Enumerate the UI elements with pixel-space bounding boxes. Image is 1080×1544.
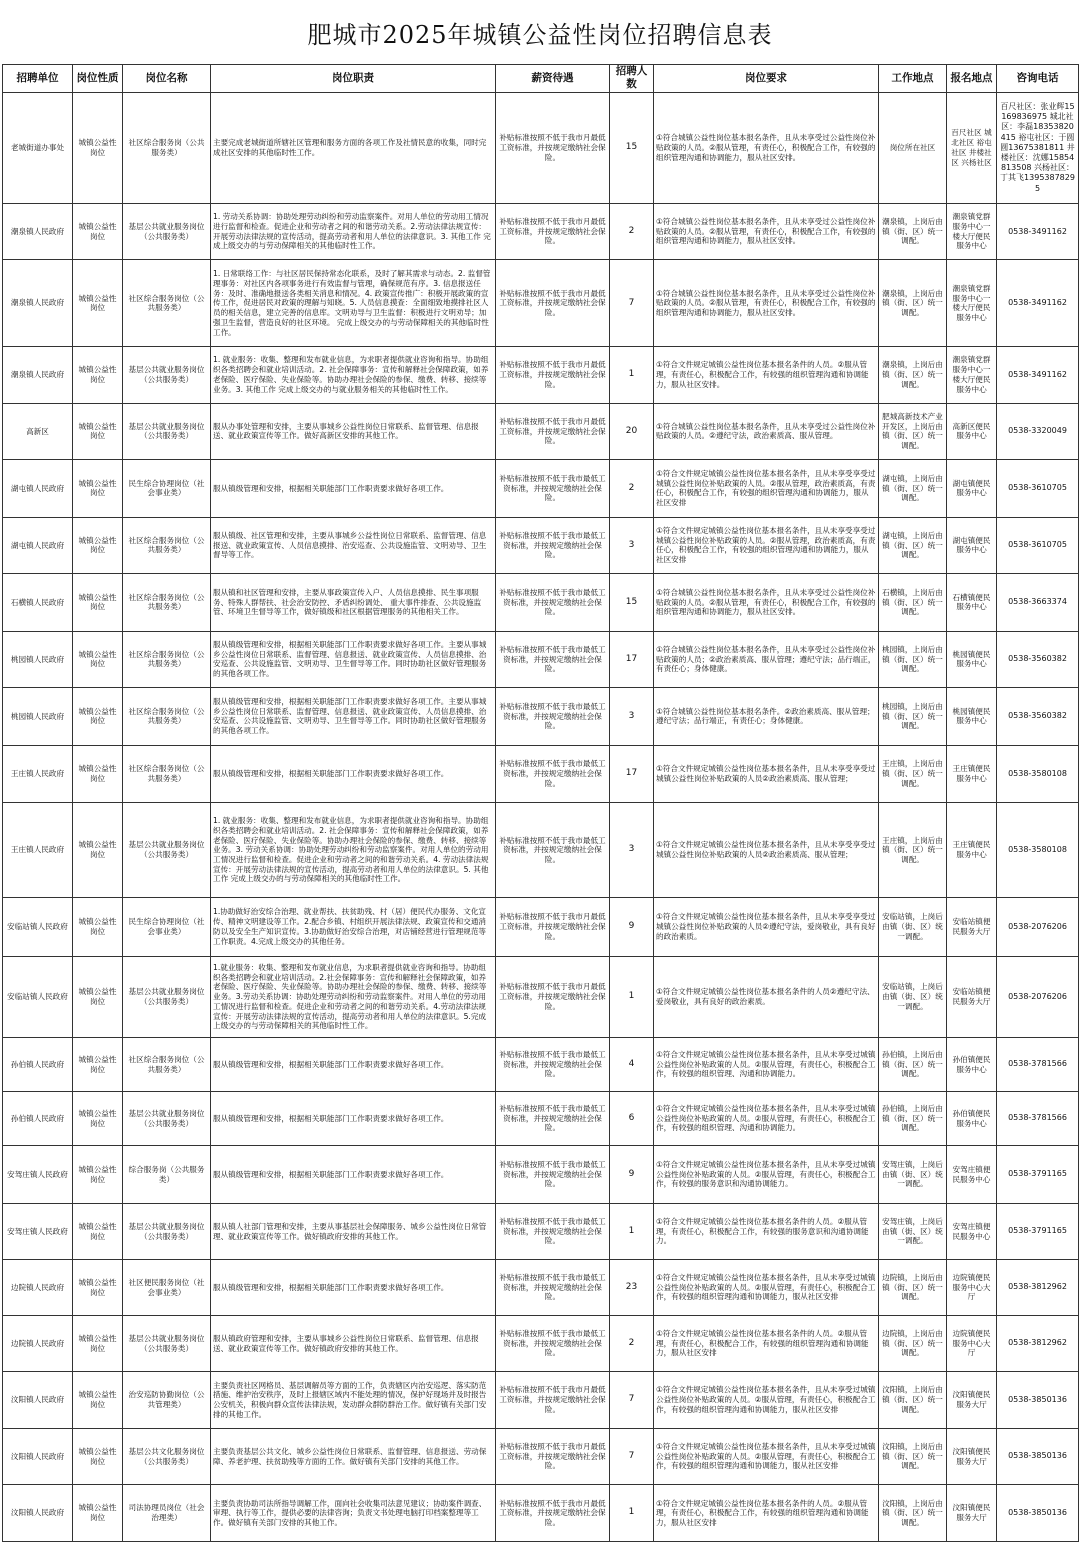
- cell-signup-place: 汶阳镇便民服务大厅: [947, 1428, 997, 1485]
- recruitment-table: [2, 64, 1079, 1542]
- cell-phone: 0538-3560382: [997, 688, 1079, 746]
- cell-salary: 补贴标准按照不低于我市月最低工资标准，并按规定缴纳社会保险。: [496, 203, 610, 260]
- cell-nature: 城镇公益性岗位: [73, 1146, 123, 1204]
- cell-location: 孙伯镇，上岗后由镇（街、区）统一调配。: [879, 1038, 947, 1091]
- cell-unit: 汶阳镇人民政府: [3, 1485, 73, 1542]
- cell-salary: 补贴标准按照不低于我市月最低工资标准，并按规定缴纳社会保险。: [496, 260, 610, 347]
- cell-requirements: ①符合城镇公益性岗位基本报名条件，且从未享受过公益性岗位补贴政策的人员。②服从管理，有责任心，积极配合工作，有较强的组织管理沟通和协调能力，服从社区安排。: [654, 203, 879, 260]
- cell-post-name: 基层公共就业服务岗位（公共服务类）: [123, 1091, 211, 1145]
- cell-post-name: 基层公共就业服务岗位（公共服务类）: [123, 403, 211, 460]
- cell-location: 岗位所在社区: [879, 92, 947, 203]
- cell-phone: 0538-3610705: [997, 460, 1079, 518]
- cell-salary: 补贴标准按照不低于我市最低工资标准，并按规定缴纳社会保险。: [496, 803, 610, 898]
- cell-requirements: ①符合文件规定城镇公益性岗位基本报名条件，且从未享受过城镇公益性岗位补贴政策的人员。②服从管理，有责任心，积极配合工作，有较强的组织管理沟通和协调能力，服从社区安排: [654, 1428, 879, 1485]
- cell-nature: 城镇公益性岗位: [73, 1203, 123, 1260]
- cell-count: 6: [610, 1091, 654, 1145]
- cell-unit: 石横镇人民政府: [3, 574, 73, 632]
- cell-location: 湖屯镇，上岗后由镇（街、区）统一调配。: [879, 517, 947, 574]
- cell-post-name: 社区综合服务岗（公共服务类）: [123, 92, 211, 203]
- column-header-nature: 岗位性质: [73, 65, 123, 93]
- cell-nature: 城镇公益性岗位: [73, 688, 123, 746]
- cell-phone: 0538-3320049: [997, 403, 1079, 460]
- cell-post-name: 基层公共文化服务岗位（公共服务类）: [123, 1428, 211, 1485]
- table-row: [3, 898, 1079, 957]
- cell-phone: 0538-3663374: [997, 574, 1079, 632]
- cell-post-name: 基层公共就业服务岗位（公共服务类）: [123, 1203, 211, 1260]
- cell-count: 9: [610, 898, 654, 957]
- cell-duties: 服从镇级管理和安排，根据相关职能部门工作职责要求做好各项工作。: [211, 460, 496, 518]
- cell-post-name: 基层公共就业服务岗位（公共服务类）: [123, 956, 211, 1038]
- cell-signup-place: 边院镇便民服务中心大厅: [947, 1260, 997, 1316]
- table-row: [3, 1372, 1079, 1429]
- table-row: [3, 517, 1079, 574]
- table-row: [3, 92, 1079, 203]
- column-header-count: 招聘人数: [610, 65, 654, 93]
- cell-requirements: ①符合城镇公益性岗位基本报名条件。②政治素质高、服从管理；遵纪守法；品行端正，有责任心；身体健康。: [654, 688, 879, 746]
- cell-location: 安临站镇，上岗后由镇（街、区）统一调配。: [879, 898, 947, 957]
- column-header-duties: 岗位职责: [211, 65, 496, 93]
- cell-salary: 补贴标准按照不低于我市月最低工资标准，并按规定缴纳社会保险。: [496, 898, 610, 957]
- cell-unit: 王庄镇人民政府: [3, 745, 73, 803]
- cell-unit: 汶阳镇人民政府: [3, 1372, 73, 1429]
- cell-signup-place: 汶阳镇便民服务大厅: [947, 1372, 997, 1429]
- cell-nature: 城镇公益性岗位: [73, 898, 123, 957]
- cell-post-name: 社区综合服务岗位（公共服务类）: [123, 745, 211, 803]
- cell-nature: 城镇公益性岗位: [73, 574, 123, 632]
- cell-location: 汶阳镇，上岗后由镇（街、区）统一调配。: [879, 1485, 947, 1542]
- cell-salary: 补贴标准按照不低于我市最低工资标准，并按规定缴纳社会保险。: [496, 574, 610, 632]
- cell-requirements: ①符合文件规定城镇公益性岗位基本报名条件，且从未享受享受过城镇公益性岗位补贴政策的人员。②服从管理，政治素质高，有责任心，积极配合工作，有较强的组织管理沟通和协调能力，服从社区安排: [654, 460, 879, 518]
- cell-count: 17: [610, 631, 654, 688]
- cell-count: 1: [610, 1485, 654, 1542]
- cell-nature: 城镇公益性岗位: [73, 1485, 123, 1542]
- cell-signup-place: 桃园镇便民服务中心: [947, 631, 997, 688]
- cell-phone: 0538-3610705: [997, 517, 1079, 574]
- cell-duties: 1. 就业服务：收集、整理和发布就业信息，为求职者提供就业咨询和指导。协助组织各类招聘会和就业培训活动。2. 社会保障事务：宣传和解释社会保障政策，如养老保险、医疗保险、失业保险等。协助办理社会保险的参保、缴费、转移、接续等业务。3. 劳动关系协调：协助处理劳动纠纷和劳动监察案件。对用人单位的劳动用工情况进行监督和检查。促进企业和劳动者之间的和谐劳动关系。4. 劳动法律法规宣传：开展劳动法律法规的宣传活动，提高劳动者和用人单位的法律意识。5. 其他工作 完成上级交办的与劳动保障相关的其他临时性工作。: [211, 803, 496, 898]
- cell-salary: 补贴标准按照不低于我市月最低工资标准，并按规定缴纳社会保险。: [496, 1485, 610, 1542]
- cell-requirements: ①符合城镇公益性岗位基本报名条件，且从未享受过公益性岗位补贴政策的人员。②遵纪守法，政治素质高、服从管理。: [654, 403, 879, 460]
- cell-duties: 主要负责协助司法所指导调解工作，面向社会收集司法意见建议；协助案件调查、审理、执行等工作，提供必要的法律咨询；负责文书处理电脑打印档案整理等工作。做好镇有关部门安排的其他工作。: [211, 1485, 496, 1542]
- cell-phone: 0538-2076206: [997, 956, 1079, 1038]
- cell-location: 汶阳镇，上岗后由镇（街、区）统一调配。: [879, 1372, 947, 1429]
- column-header-signup-place: 报名地点: [947, 65, 997, 93]
- cell-unit: 孙伯镇人民政府: [3, 1038, 73, 1091]
- table-row: [3, 1091, 1079, 1145]
- cell-requirements: ①符合文件规定城镇公益性岗位基本报名条件，且从未享受过城镇公益性岗位补贴政策的人员。②服从管理，有责任心，积极配合工作，有较强的组织管理、沟通和协调能力。: [654, 1038, 879, 1091]
- cell-requirements: ①符合文件规定城镇公益性岗位基本报名条件，且从未享受过城镇公益性岗位补贴政策的人员。②服从管理，有责任心，积极配合工作，有较强的组织管理、沟通和协调能力。: [654, 1091, 879, 1145]
- cell-signup-place: 安临站镇便民服务大厅: [947, 956, 997, 1038]
- cell-unit: 安驾庄镇人民政府: [3, 1203, 73, 1260]
- cell-duties: 1.协助做好治安综合治理、就业帮扶、扶贫助残、村（居）便民代办服务、文化宣传、精神文明建设等工作。2.配合乡镇、村组织开展法律法规、政策宣传和交通消防以及安全生产知识宣传。3.协助做好治安综合治理，对店铺经营进行管理规范等工作职责。4.完成上级交办的其他任务。: [211, 898, 496, 957]
- cell-salary: 补贴标准按照不低于我市最低工资标准，并按规定缴纳社会保险。: [496, 631, 610, 688]
- cell-signup-place: 石横镇便民服务中心: [947, 574, 997, 632]
- cell-duties: 1. 就业服务：收集、整理和发布就业信息，为求职者提供就业咨询和指导。协助组织各类招聘会和就业培训活动。2. 社会保障事务：宣传和解释社会保障政策，如养老保险、医疗保险、失业保险等。协助办理社会保险的参保、缴费、转移、接续等业务。3. 其他工作 完成上级交办的与就业服务相关的其他临时性工作。: [211, 347, 496, 404]
- cell-post-name: 社区综合服务岗位（公共服务类）: [123, 260, 211, 347]
- cell-requirements: ①符合文件规定城镇公益性岗位基本报名条件的人员②遵纪守法、爱岗敬业，具有良好的政治素质。: [654, 956, 879, 1038]
- cell-salary: 补贴标准按照不低于我市月最低工资标准，并按规定缴纳社会保险。: [496, 347, 610, 404]
- table-row: [3, 688, 1079, 746]
- cell-count: 1: [610, 347, 654, 404]
- cell-count: 3: [610, 803, 654, 898]
- cell-count: 23: [610, 1260, 654, 1316]
- column-header-post-name: 岗位名称: [123, 65, 211, 93]
- cell-requirements: ①符合文件规定城镇公益性岗位基本报名条件，且从未享受享受过城镇公益性岗位补贴政策的人员②政治素质高、服从管理；: [654, 745, 879, 803]
- cell-signup-place: 高新区便民服务中心: [947, 403, 997, 460]
- cell-requirements: ①符合文件规定城镇公益性岗位基本报名条件，且从未享受过城镇公益性岗位补贴政策的人员。②服从管理，有责任心，积极配合工作，有较强的服务意识和沟通协调能力。: [654, 1146, 879, 1204]
- cell-requirements: ①符合文件规定城镇公益性岗位基本报名条件的人员。②服从管理，有责任心，积极配合工作，有较强的服务意识和沟通协调能力。: [654, 1203, 879, 1260]
- cell-signup-place: 汶阳镇便民服务大厅: [947, 1485, 997, 1542]
- table-row: [3, 203, 1079, 260]
- cell-nature: 城镇公益性岗位: [73, 517, 123, 574]
- table-row: [3, 260, 1079, 347]
- cell-count: 2: [610, 203, 654, 260]
- cell-count: 7: [610, 260, 654, 347]
- cell-post-name: 综合服务岗（公共服务类）: [123, 1146, 211, 1204]
- column-header-location: 工作地点: [879, 65, 947, 93]
- cell-salary: 补贴标准按照不低于我市月最低工资标准，并按规定缴纳社会保险。: [496, 403, 610, 460]
- cell-requirements: ①符合文件规定城镇公益性岗位基本报名条件的人员。②服从管理，有责任心，积极配合工作，有较强的组织管理沟通和协调能力，服从社区安排: [654, 1485, 879, 1542]
- cell-unit: 湖屯镇人民政府: [3, 517, 73, 574]
- cell-signup-place: 百尺社区 城北社区 裕屯社区 井楼社区 兴杨社区: [947, 92, 997, 203]
- cell-phone: 0538-3850136: [997, 1372, 1079, 1429]
- cell-count: 3: [610, 517, 654, 574]
- table-row: [3, 1146, 1079, 1204]
- cell-signup-place: 安驾庄镇便民服务中心: [947, 1146, 997, 1204]
- cell-requirements: ①符合文件规定城镇公益性岗位基本报名条件，且从未享受享受过城镇公益性岗位补贴政策的人员。②服从管理，政治素质高，有责任心，积极配合工作，有较强的组织管理沟通和协调能力，服从社区安排: [654, 517, 879, 574]
- cell-phone: 0538-3812962: [997, 1260, 1079, 1316]
- cell-phone: 百尺社区：张业辉15169836975 城北社区：李磊18353820415 裕屯社区：于圆圆13675381811 井楼社区：沈娜15854813508 兴杨社区：丁其飞13953878295: [997, 92, 1079, 203]
- cell-salary: 补贴标准按照不低于我市月最低工资标准，并按规定缴纳社会保险。: [496, 1428, 610, 1485]
- cell-salary: 补贴标准按照不低于我市最低工资标准，并按规定缴纳社会保险。: [496, 517, 610, 574]
- cell-location: 潮泉镇，上岗后由镇（街、区）统一调配。: [879, 260, 947, 347]
- cell-salary: 补贴标准按照不低于我市最低工资标准，并按规定缴纳社会保险。: [496, 1038, 610, 1091]
- cell-post-name: 社区综合服务岗位（公共服务类）: [123, 1038, 211, 1091]
- cell-unit: 老城街道办事处: [3, 92, 73, 203]
- cell-location: 潮泉镇，上岗后由镇（街、区）统一调配。: [879, 347, 947, 404]
- cell-unit: 潮泉镇人民政府: [3, 347, 73, 404]
- cell-count: 20: [610, 403, 654, 460]
- column-header-phone: 咨询电话: [997, 65, 1079, 93]
- cell-count: 3: [610, 688, 654, 746]
- cell-nature: 城镇公益性岗位: [73, 260, 123, 347]
- cell-duties: 服从镇级、社区管理和安排，主要从事城乡公益性岗位日常联系、监督管理、信息报送、就业政策宣传、人员信息摸排、治安巡查、公共设施监管、文明劝导、卫生督导等工作。: [211, 517, 496, 574]
- cell-location: 孙伯镇，上岗后由镇（街、区）统一调配。: [879, 1091, 947, 1145]
- cell-signup-place: 安驾庄镇便民服务中心: [947, 1203, 997, 1260]
- cell-count: 7: [610, 1372, 654, 1429]
- cell-location: 王庄镇，上岗后由镇（街、区）统一调配。: [879, 803, 947, 898]
- cell-post-name: 基层公共就业服务岗位（公共服务类）: [123, 203, 211, 260]
- cell-requirements: ①符合文件规定城镇公益性岗位基本报名条件的人员。②服从管理，有责任心，积极配合工作，有较强的组织管理沟通和协调能力，服从社区安排: [654, 1315, 879, 1372]
- cell-requirements: ①符合文件规定城镇公益性岗位基本报名条件的人员。②服从管理，有责任心，积极配合工作，有较强的组织管理沟通和协调能力，服从社区安排。: [654, 347, 879, 404]
- cell-post-name: 基层公共就业服务岗位（公共服务类）: [123, 1315, 211, 1372]
- cell-signup-place: 安临站镇便民服务大厅: [947, 898, 997, 957]
- cell-phone: 0538-3812962: [997, 1315, 1079, 1372]
- cell-phone: 0538-3560382: [997, 631, 1079, 688]
- column-header-salary: 薪资待遇: [496, 65, 610, 93]
- cell-post-name: 社区便民服务岗位（社会事业类）: [123, 1260, 211, 1316]
- cell-duties: 1. 日常联络工作：与社区居民保持常态化联系，及时了解其需求与动态。2. 监督管理事务：对社区内各项事务进行有效监督与管理，确保规范有序。3. 信息报送任务：及时、准确地报送各类相关消息和情况。4. 政策宣传推广：积极开展政策的宣传工作，促进居民对政策的理解与知晓。5. 人员信息摸查：全面细致地摸排社区人员的相关信息，建立完善的信息库。文明劝导与卫生监督：积极进行文明劝导；加强卫生监督，营造良好的社区环境。 完成上级交办的与劳动保障相关的其他临时性工作。: [211, 260, 496, 347]
- cell-signup-place: 湖屯镇便民服务中心: [947, 460, 997, 518]
- cell-post-name: 社区综合服务岗位（公共服务类）: [123, 517, 211, 574]
- page-title: 肥城市2025年城镇公益性岗位招聘信息表: [307, 20, 773, 49]
- cell-count: 17: [610, 745, 654, 803]
- cell-duties: 主要完成老城街道所辖社区管理和服务方面的各项工作及社情民意的收集，同时完成社区安排的其他临时性工作。: [211, 92, 496, 203]
- cell-phone: 0538-3580108: [997, 803, 1079, 898]
- cell-salary: 补贴标准按照不低于我市最低工资标准，并按规定缴纳社会保险。: [496, 1146, 610, 1204]
- cell-nature: 城镇公益性岗位: [73, 347, 123, 404]
- cell-unit: 安临站镇人民政府: [3, 898, 73, 957]
- table-header-row: [3, 65, 1079, 93]
- cell-post-name: 社区综合服务岗位（公共服务类）: [123, 574, 211, 632]
- cell-count: 1: [610, 956, 654, 1038]
- cell-phone: 0538-3791165: [997, 1203, 1079, 1260]
- table-row: [3, 1428, 1079, 1485]
- table-row: [3, 403, 1079, 460]
- cell-location: 桃园镇，上岗后由镇（街、区）统一调配。: [879, 631, 947, 688]
- cell-location: 潮泉镇，上岗后由镇（街、区）统一调配。: [879, 203, 947, 260]
- table-row: [3, 1260, 1079, 1316]
- table-body: [3, 92, 1079, 1541]
- cell-unit: 桃园镇人民政府: [3, 631, 73, 688]
- table-row: [3, 1315, 1079, 1372]
- cell-count: 7: [610, 1428, 654, 1485]
- cell-count: 9: [610, 1146, 654, 1204]
- table-row: [3, 956, 1079, 1038]
- column-header-requirements: 岗位要求: [654, 65, 879, 93]
- cell-phone: 0538-3781566: [997, 1091, 1079, 1145]
- cell-unit: 潮泉镇人民政府: [3, 260, 73, 347]
- cell-duties: 主要负责基层公共文化、城乡公益性岗位日常联系、监督管理、信息报送、劳动保障、养老护理、扶贫助残等方面的工作。做好镇有关部门安排的其他工作。: [211, 1428, 496, 1485]
- cell-nature: 城镇公益性岗位: [73, 92, 123, 203]
- table-row: [3, 1038, 1079, 1091]
- table-row: [3, 745, 1079, 803]
- cell-count: 2: [610, 1315, 654, 1372]
- cell-salary: 补贴标准按照不低于我市最低工资标准，并按规定缴纳社会保险。: [496, 1203, 610, 1260]
- table-row: [3, 631, 1079, 688]
- cell-signup-place: 王庄镇便民服务中心: [947, 745, 997, 803]
- cell-requirements: ①符合城镇公益性岗位基本报名条件，且从未享受过公益性岗位补贴政策的人员。②服从管理，有责任心，积极配合工作，有较强的组织管理沟通和协调能力，服从社区安排。: [654, 92, 879, 203]
- cell-requirements: ①符合城镇公益性岗位基本报名条件，且从未享受过公益性岗位补贴政策的人员；②政治素质高、服从管理；遵纪守法；品行端正，有责任心；身体健康。: [654, 631, 879, 688]
- cell-duties: 服从镇级管理和安排，根据相关职能部门工作职责要求做好各项工作。: [211, 1260, 496, 1316]
- cell-nature: 城镇公益性岗位: [73, 1091, 123, 1145]
- cell-duties: 服从镇级管理和安排，根据相关职能部门工作职责要求做好各项工作。主要从事城乡公益性岗位日常联系、监督管理、信息报送、就业政策宣传、人员信息摸排、治安巡查、公共设施监管、文明劝导、卫生督导等工作。同时协助社区做好管理服务的其他各项工作。: [211, 688, 496, 746]
- cell-phone: 0538-3580108: [997, 745, 1079, 803]
- cell-unit: 桃园镇人民政府: [3, 688, 73, 746]
- cell-nature: 城镇公益性岗位: [73, 203, 123, 260]
- cell-post-name: 基层公共就业服务岗位（公共服务类）: [123, 803, 211, 898]
- table-row: [3, 1203, 1079, 1260]
- cell-signup-place: 潮泉镇党群服务中心一楼大厅便民服务中心: [947, 260, 997, 347]
- cell-count: 15: [610, 574, 654, 632]
- cell-duties: 服从镇和社区管理和安排，主要从事政策宣传入户、人员信息摸排、民生事项服务、特殊人群帮扶、社会治安防控、矛盾纠纷调处、 重大事件排查、公共设施监管、环境卫生督导等工作，做好镇级和社区根据管理服务的其他相关工作。: [211, 574, 496, 632]
- cell-salary: 补贴标准按照不低于我市最低工资标准，并按规定缴纳社会保险。: [496, 1260, 610, 1316]
- cell-requirements: ①符合文件规定城镇公益性岗位基本报名条件，且从未享受过城镇公益性岗位补贴政策的人员。②服从管理，有责任心，积极配合工作，有较强的组织管理沟通和协调能力，服从社区安排: [654, 1260, 879, 1316]
- cell-location: 安驾庄镇，上岗后由镇（街、区）统一调配。: [879, 1146, 947, 1204]
- cell-duties: 服从镇级管理和安排，根据相关职能部门工作职责要求做好各项工作。: [211, 745, 496, 803]
- cell-nature: 城镇公益性岗位: [73, 1038, 123, 1091]
- cell-count: 1: [610, 1203, 654, 1260]
- cell-unit: 湖屯镇人民政府: [3, 460, 73, 518]
- cell-salary: 补贴标准按照不低于我市最低工资标准，并按规定缴纳社会保险。: [496, 745, 610, 803]
- cell-requirements: ①符合文件规定城镇公益性岗位基本报名条件，且从未享受享受过城镇公益性岗位补贴政策的人员②遵纪守法，爱岗敬业，具有良好的政治素质。: [654, 898, 879, 957]
- cell-nature: 城镇公益性岗位: [73, 631, 123, 688]
- cell-signup-place: 边院镇便民服务中心大厅: [947, 1315, 997, 1372]
- cell-nature: 城镇公益性岗位: [73, 1260, 123, 1316]
- table-row: [3, 460, 1079, 518]
- cell-signup-place: 孙伯镇便民服务中心: [947, 1091, 997, 1145]
- cell-location: 安临站镇，上岗后由镇（街、区）统一调配。: [879, 956, 947, 1038]
- cell-phone: 0538-3850136: [997, 1428, 1079, 1485]
- cell-count: 4: [610, 1038, 654, 1091]
- cell-post-name: 民生综合协理岗位（社会事业类）: [123, 460, 211, 518]
- cell-location: 桃园镇，上岗后由镇（街、区）统一调配。: [879, 688, 947, 746]
- cell-nature: 城镇公益性岗位: [73, 745, 123, 803]
- cell-requirements: ①符合城镇公益性岗位基本报名条件，且从未享受过公益性岗位补贴政策的人员。②服从管理，有责任心，积极配合工作，有较强的组织管理沟通和协调能力，服从社区安排。: [654, 574, 879, 632]
- cell-signup-place: 桃园镇便民服务中心: [947, 688, 997, 746]
- cell-duties: 1.就业服务：收集、整理和发布就业信息，为求职者提供就业咨询和指导。协助组织各类招聘会和就业培训活动。2.社会保障事务：宣传和解释社会保障政策，如养老保险、医疗保险、失业保险等。协助办理社会保险的参保、缴费、转移、接续等业务。3.劳动关系协调：协助处理劳动纠纷和劳动监察案件。对用人单位的劳动用工情况进行监督和检查。促进企业和劳动者之间的和谐劳动关系。4.劳动法律法规宣传：开展劳动法律法规的宣传活动，提高劳动者和用人单位的法律意识。5.完成上级交办的与劳动保障相关的其他临时性工作。: [211, 956, 496, 1038]
- cell-salary: 补贴标准按照不低于我市最低工资标准，并按规定缴纳社会保险。: [496, 1315, 610, 1372]
- cell-post-name: 社区综合服务岗位（公共服务类）: [123, 631, 211, 688]
- cell-phone: 0538-3491162: [997, 260, 1079, 347]
- cell-nature: 城镇公益性岗位: [73, 956, 123, 1038]
- cell-salary: 补贴标准按照不低于我市最低工资标准，并按规定缴纳社会保险。: [496, 688, 610, 746]
- cell-location: 湖屯镇，上岗后由镇（街、区）统一调配。: [879, 460, 947, 518]
- cell-salary: 补贴标准按照不低于我市最低工资标准，并按规定缴纳社会保险。: [496, 460, 610, 518]
- cell-duties: 服从镇级管理和安排，根据相关职能部门工作职责要求做好各项工作。: [211, 1038, 496, 1091]
- cell-phone: 0538-3781566: [997, 1038, 1079, 1091]
- cell-unit: 孙伯镇人民政府: [3, 1091, 73, 1145]
- cell-duties: 服从镇人社部门管理和安排，主要从事基层社会保障服务、城乡公益性岗位日常管理、就业政策宣传等工作。做好镇政府安排的其他工作。: [211, 1203, 496, 1260]
- cell-unit: 高新区: [3, 403, 73, 460]
- table-row: [3, 347, 1079, 404]
- cell-post-name: 治安巡防协勤岗位（公共管理类）: [123, 1372, 211, 1429]
- cell-unit: 汶阳镇人民政府: [3, 1428, 73, 1485]
- cell-nature: 城镇公益性岗位: [73, 803, 123, 898]
- table-row: [3, 803, 1079, 898]
- cell-duties: 服从镇级管理和安排，根据相关职能部门工作职责要求做好各项工作。: [211, 1091, 496, 1145]
- cell-location: 边院镇，上岗后由镇（街、区）统一调配。: [879, 1260, 947, 1316]
- cell-post-name: 民生综合协理岗位（社会事业类）: [123, 898, 211, 957]
- cell-unit: 安驾庄镇人民政府: [3, 1146, 73, 1204]
- column-header-unit: 招聘单位: [3, 65, 73, 93]
- cell-requirements: ①符合城镇公益性岗位基本报名条件，且从未享受过公益性岗位补贴政策的人员。②服从管理，有责任心，积极配合工作，有较强的组织管理沟通和协调能力，服从社区安排。: [654, 260, 879, 347]
- cell-location: 汶阳镇，上岗后由镇（街、区）统一调配。: [879, 1428, 947, 1485]
- cell-post-name: 司法协理员岗位（社会治理类）: [123, 1485, 211, 1542]
- cell-nature: 城镇公益性岗位: [73, 1315, 123, 1372]
- cell-duties: 服从镇级管理和安排，根据相关职能部门工作职责要求做好各项工作。: [211, 1146, 496, 1204]
- cell-salary: 补贴标准按照不低于我市最低工资标准，并按规定缴纳社会保险。: [496, 1091, 610, 1145]
- cell-nature: 城镇公益性岗位: [73, 460, 123, 518]
- cell-location: 王庄镇，上岗后由镇（街、区）统一调配。: [879, 745, 947, 803]
- cell-unit: 边院镇人民政府: [3, 1260, 73, 1316]
- cell-duties: 1. 劳动关系协调：协助处理劳动纠纷和劳动监察案件。对用人单位的劳动用工情况进行监督和检查。促进企业和劳动者之间的和谐劳动关系。2.劳动法律法规宣传：开展劳动法律法规的宣传活动，提高劳动者和用人单位的法律意识。3. 其他工作 完成上级交办的与劳动保障相关的其他临时性工作。: [211, 203, 496, 260]
- cell-duties: 服从镇政府管理和安排，主要从事城乡公益性岗位日常联系、监督管理、信息报送、就业政策宣传等工作。做好镇政府安排的其他工作。: [211, 1315, 496, 1372]
- cell-unit: 边院镇人民政府: [3, 1315, 73, 1372]
- cell-signup-place: 潮泉镇党群服务中心一楼大厅便民服务中心: [947, 347, 997, 404]
- cell-unit: 潮泉镇人民政府: [3, 203, 73, 260]
- cell-salary: 补贴标准按照不低于我市月最低工资标准，并按规定缴纳社会保险。: [496, 956, 610, 1038]
- cell-signup-place: 孙伯镇便民服务中心: [947, 1038, 997, 1091]
- cell-location: 安驾庄镇，上岗后由镇（街、区）统一调配。: [879, 1203, 947, 1260]
- cell-count: 2: [610, 460, 654, 518]
- cell-nature: 城镇公益性岗位: [73, 403, 123, 460]
- cell-phone: 0538-3850136: [997, 1485, 1079, 1542]
- cell-phone: 0538-3491162: [997, 347, 1079, 404]
- cell-nature: 城镇公益性岗位: [73, 1428, 123, 1485]
- cell-count: 15: [610, 92, 654, 203]
- cell-location: 肥城高新技术产业开发区，上岗后由镇（街、区）统一调配。: [879, 403, 947, 460]
- table-row: [3, 1485, 1079, 1542]
- cell-signup-place: 湖屯镇便民服务中心: [947, 517, 997, 574]
- cell-location: 石横镇，上岗后由镇（街、区）统一调配。: [879, 574, 947, 632]
- cell-requirements: ①符合文件规定城镇公益性岗位基本报名条件，且从未享受享受过城镇公益性岗位补贴政策的人员②政治素质高、服从管理；: [654, 803, 879, 898]
- cell-signup-place: 潮泉镇党群服务中心一楼大厅便民服务中心: [947, 203, 997, 260]
- cell-duties: 服从镇级管理和安排，根据相关职能部门工作职责要求做好各项工作。主要从事城乡公益性岗位日常联系、监督管理、信息报送、就业政策宣传、人员信息摸排、治安巡查、公共设施监管、文明劝导、卫生督导等工作。同时协助社区做好管理服务的其他各项工作。: [211, 631, 496, 688]
- cell-post-name: 基层公共就业服务岗位（公共服务类）: [123, 347, 211, 404]
- cell-requirements: ①符合文件规定城镇公益性岗位基本报名条件，且从未享受过城镇公益性岗位补贴政策的人员。②服从管理，有责任心，积极配合工作，有较强的组织管理沟通和协调能力，服从社区安排: [654, 1372, 879, 1429]
- cell-salary: 补贴标准按照不低于我市月最低工资标准，并按规定缴纳社会保险。: [496, 92, 610, 203]
- cell-unit: 王庄镇人民政府: [3, 803, 73, 898]
- cell-phone: 0538-3491162: [997, 203, 1079, 260]
- cell-signup-place: 王庄镇便民服务中心: [947, 803, 997, 898]
- cell-nature: 城镇公益性岗位: [73, 1372, 123, 1429]
- cell-duties: 主要负责社区网格员、基层调解员等方面的工作，负责辖区内治安巡逻、落实防范措施、维护治安秩序，及时上报辖区域内不能处理的情况，保护好现场并及时报告公安机关，积极向群众宣传法律法规，发动群众群防群治工作。做好镇有关部门安排的其他工作。: [211, 1372, 496, 1429]
- cell-phone: 0538-2076206: [997, 898, 1079, 957]
- table-row: [3, 574, 1079, 632]
- cell-unit: 安临站镇人民政府: [3, 956, 73, 1038]
- cell-duties: 服从办事处管理和安排，主要从事城乡公益性岗位日常联系、监督管理、信息报送、就业政策宣传等工作。做好高新区安排的其他工作。: [211, 403, 496, 460]
- cell-salary: 补贴标准按照不低于我市月最低工资标准，并按规定缴纳社会保险。: [496, 1372, 610, 1429]
- cell-phone: 0538-3791165: [997, 1146, 1079, 1204]
- cell-location: 边院镇，上岗后由镇（街、区）统一调配。: [879, 1315, 947, 1372]
- cell-post-name: 社区综合服务岗位（公共服务类）: [123, 688, 211, 746]
